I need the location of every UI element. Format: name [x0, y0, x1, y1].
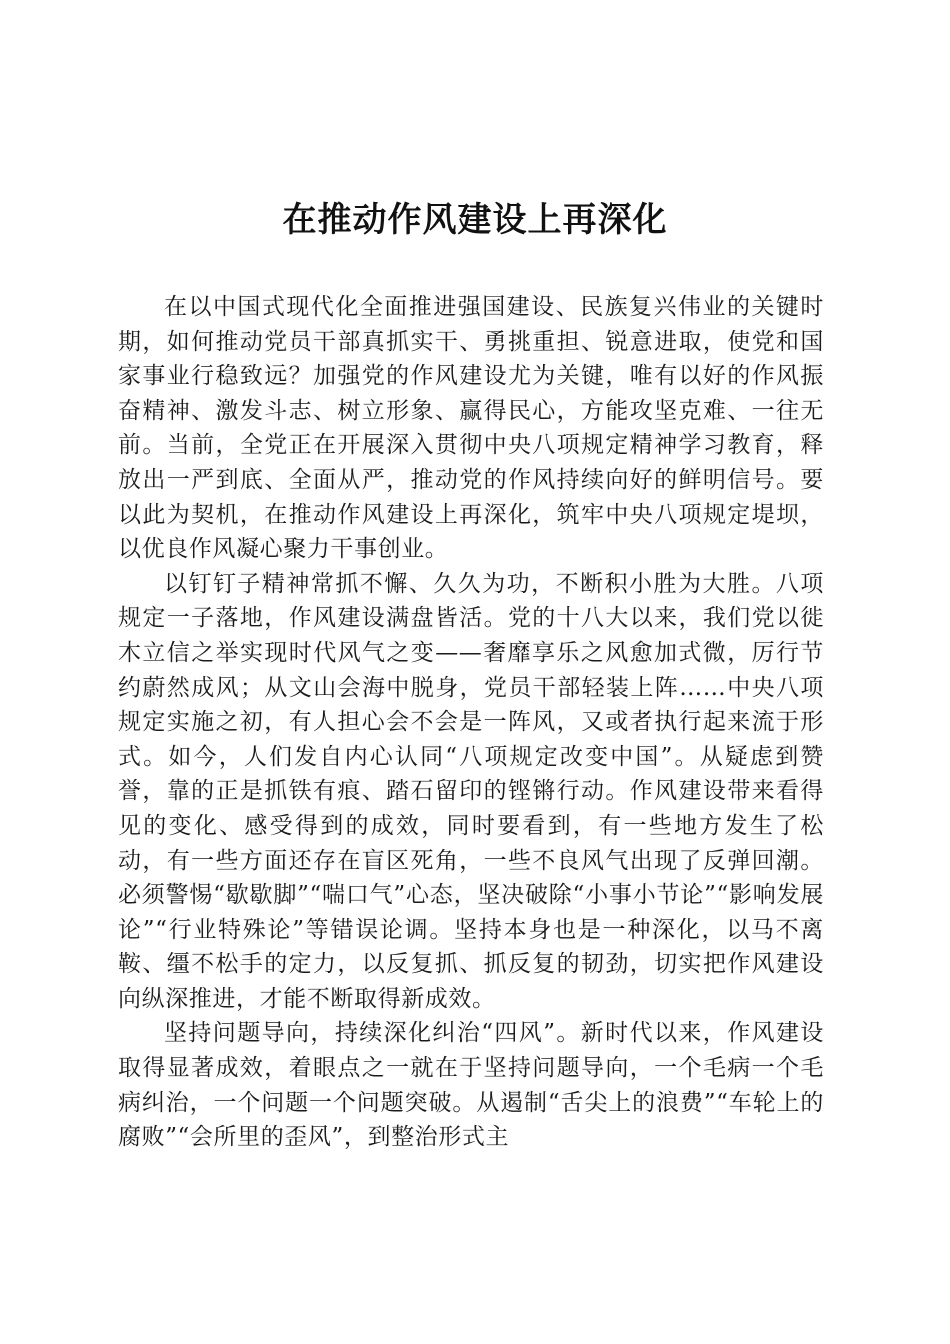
paragraph: 在以中国式现代化全面推进强国建设、民族复兴伟业的关键时期，如何推动党员干部真抓实干、勇挑重担、锐意进取，使党和国家事业行稳致远？加强党的作风建设尤为关键，唯有以好的作风振奋精神、激发斗志、树立形象、赢得民心，方能攻坚克难、一往无前。当前，全党正在开展深入贯彻中央八项规定精神学习教育，释放出一严到底、全面从严，推动党的作风持续向好的鲜明信号。要以此为契机，在推动作风建设上再深化，筑牢中央八项规定堤坝，以优良作风凝心聚力干事创业。: [118, 294, 824, 563]
paragraph: 以钉钉子精神常抓不懈、久久为功，不断积小胜为大胜。八项规定一子落地，作风建设满盘皆活。党的十八大以来，我们党以徙木立信之举实现时代风气之变——奢靡享乐之风愈加式微，厉行节约蔚然成风；从文山会海中脱身，党员干部轻装上阵……中央八项规定实施之初，有人担心会不会是一阵风，又或者执行起来流于形式。如今，人们发自内心认同“八项规定改变中国”。从疑虑到赞誉，靠的正是抓铁有痕、踏石留印的铿锵行动。作风建设带来看得见的变化、感受得到的成效，同时要看到，有一些地方发生了松动，有一些方面还存在盲区死角，一些不良风气出现了反弹回潮。必须警惕“歇歇脚”“喘口气”心态，坚决破除“小事小节论”“影响发展论”“行业特殊论”等错误论调。坚持本身也是一种深化，以马不离鞍、缰不松手的定力，以反复抓、抓反复的韧劲，切实把作风建设向纵深推进，才能不断取得新成效。: [118, 570, 824, 1012]
paragraph: 坚持问题导向，持续深化纠治“四风”。新时代以来，作风建设取得显著成效，着眼点之一就在于坚持问题导向，一个毛病一个毛病纠治，一个问题一个问题突破。从遏制“舌尖上的浪费”“车轮上的腐败”“会所里的歪风”，到整治形式主: [118, 1020, 824, 1151]
document-body: [118, 290, 824, 1155]
document-title: 在推动作风建设上再深化: [282, 200, 668, 240]
